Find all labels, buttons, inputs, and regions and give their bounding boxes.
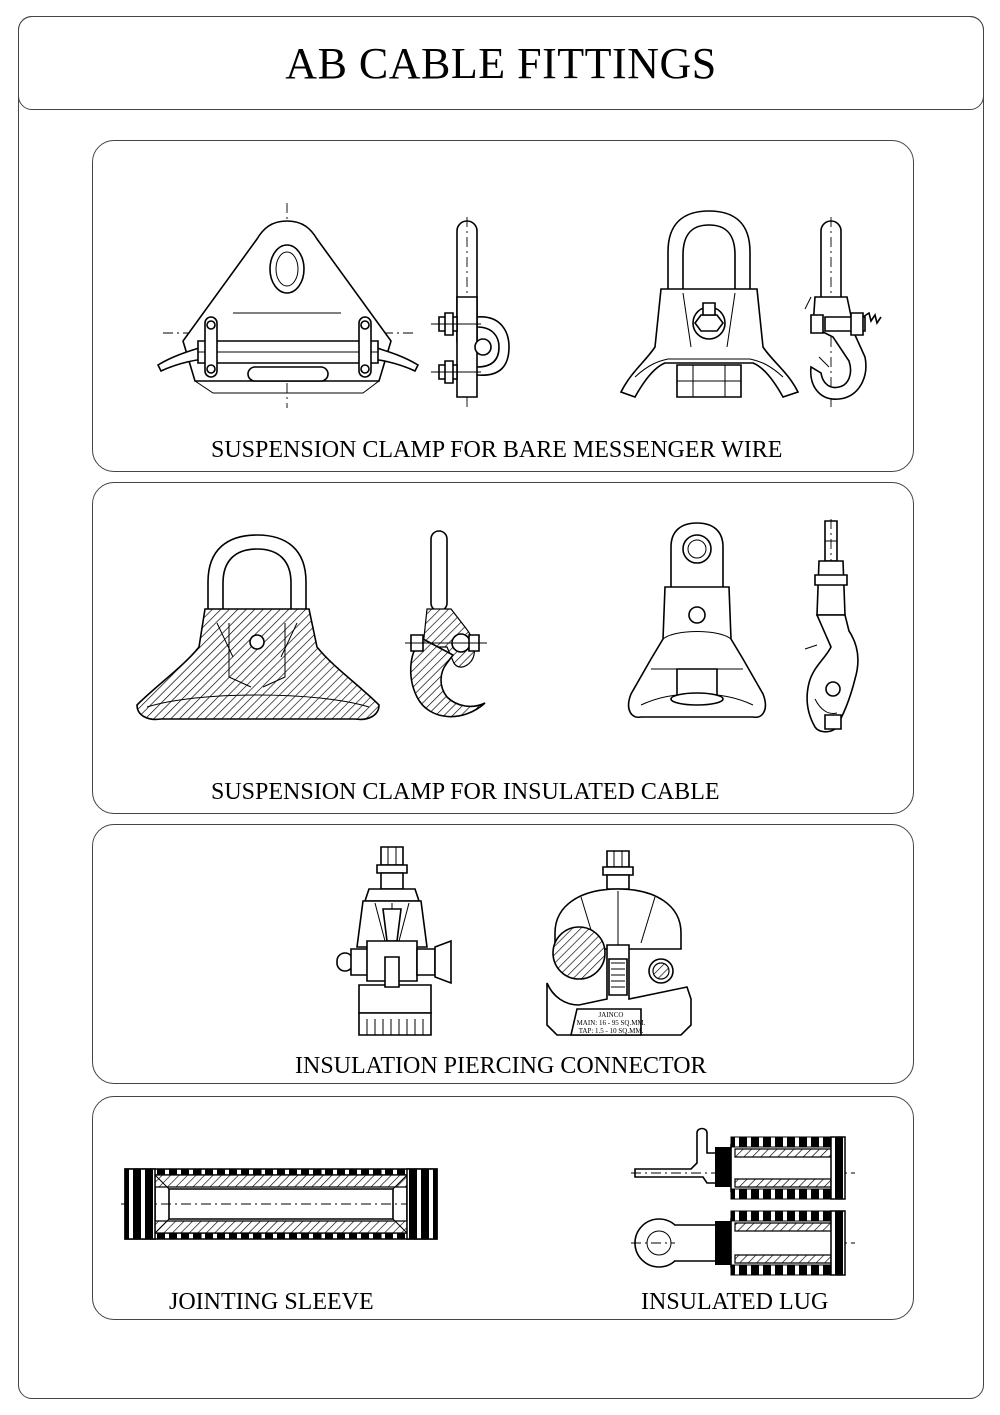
caption-insulated-lug: INSULATED LUG: [641, 1289, 829, 1315]
caption-jointing-sleeve: JOINTING SLEEVE: [169, 1289, 374, 1315]
connector-brand-label: JAINCO: [598, 1011, 624, 1019]
connector-front-view-drawing: [541, 849, 699, 1039]
title-box: [18, 16, 984, 110]
hatched-clamp-drawing: [133, 527, 383, 723]
hook-bolt-drawing: [799, 217, 899, 417]
panel-insulated-cable: [92, 482, 914, 814]
d-shackle-clamp-drawing: [613, 207, 803, 407]
jointing-sleeve-drawing: [121, 1165, 441, 1243]
panel-piercing-connector: [92, 824, 914, 1084]
triangular-clamp-drawing: [153, 203, 423, 413]
link-hook-drawing: [795, 519, 875, 739]
panel-bare-messenger: [92, 140, 914, 472]
eye-clamp-drawing: [613, 519, 783, 729]
connector-tap-label: TAP: 1.5 - 10 SQ.MM.: [578, 1027, 644, 1035]
caption-insulated-cable: SUSPENSION CLAMP FOR INSULATED CABLE: [211, 779, 720, 805]
clamp-side-view-drawing: [431, 217, 521, 417]
connector-main-label: MAIN: 16 - 95 SQ.MM.: [576, 1019, 646, 1027]
page-title: AB CABLE FITTINGS: [285, 38, 717, 88]
caption-bare-messenger: SUSPENSION CLAMP FOR BARE MESSENGER WIRE: [211, 437, 783, 463]
caption-piercing-connector: INSULATION PIERCING CONNECTOR: [295, 1053, 707, 1079]
insulated-lug-drawing: [631, 1125, 855, 1277]
panel-sleeve-lug: [92, 1096, 914, 1320]
connector-side-view-drawing: [333, 845, 463, 1037]
hatched-hook-drawing: [403, 527, 493, 727]
